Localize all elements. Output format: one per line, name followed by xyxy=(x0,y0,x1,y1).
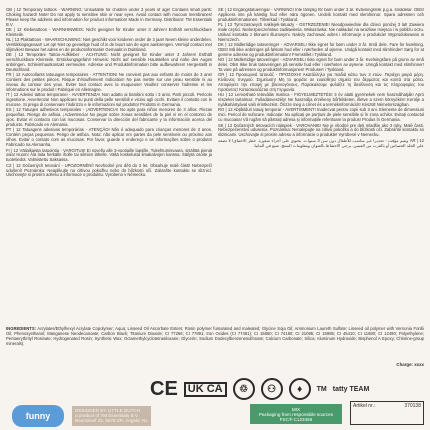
fsc-label xyxy=(250,404,342,424)
warning-gb: GB | 12 Temporary tattoos - WARNING: Unsuitable for children under 3 years of age! Contains small parts: Choking hazard! Note! Do not apply to sensitive skin or near eyes. Avoid contact with mucous membranes! Please keep the address and information for product information! Made in Germany. Distributor: TM Essentials B.V. xyxy=(6,8,212,27)
funny-brand-logo: funny xyxy=(12,405,64,427)
fsc-bottom: FSC® C123456 xyxy=(279,416,313,422)
designer-line-1: DESIGNED BY LITTLE DUTCH xyxy=(75,408,141,413)
tatty-team-logo: tatty TEAM xyxy=(332,385,370,393)
ingredients-text: Acrylates/Ethylhexyl Acrylate Copolymer; Aqua; Linseed Oil Ascorbate Esters; Rosin polymer fumarated and maleated; Glycine Soja Oil; Ammonium Laureth Sulfate; Linseed oil polymer with Vernonia Fordii Oil; Phenoxyethanol; Manganese Neodecanoate; Carbon Black; Titanium Dioxide; CI 77266; CI 77891; Iron Oxides (CI 77491); CI 15850; CI 74160; CI 21095; CI 15985; CI 45410; CI 11680; CI 12490; Polyethylene; Pentaerythrityl Rosinate; Hydrogenated Rosin; Synthetic Wax; Octamethylcyclotetrasiloxane; Glycerin; Sodium Dodecylbenzenesulfonate; Calcium Carbonate; Silica; Aluminum Hydroxide; Bisphenol A Epoxy; Chlorine-group minerals). xyxy=(6,326,424,346)
ce-mark-icon: CE xyxy=(150,377,178,400)
designer-info xyxy=(72,406,151,426)
certification-logos xyxy=(150,378,420,400)
warning-no: NO | 12 Midlertidige tatoveringer - ADVARSEL! Ikke egnet for barn under 3 år. Kvelningsfare på grunn av små deler. Obs! Ikke bruk tatoveringen på sensitiv hud eller i nærheten av øynene. Unngå kontakt med slimhinner! Ta vare på adressen og produktinformasjonen! Produsert i Tyskland. xyxy=(218,57,424,73)
ingredients-block xyxy=(6,327,424,347)
warning-fr: FR | 12 Autocollants tatouages temporaires - ATTENTION! Ne convient pas aux enfants de moins de 3 ans! Contient des petites pièces. Risque d'étouffement! Indication! Ne pas mettre sur une peau sensible ni au niveau du contour des yeux. Éviter tout contact avec la muqueuse! Veuillez conserver l'adresse et les informations sur le produit ! Fabriqué en Allemagne. xyxy=(6,72,212,93)
recycling-icon: ♲ xyxy=(233,378,255,400)
warning-pl: PL | 12 Tymczasowych naklejek-tatuaży - OSTRZEŻENIE! Nieodpowiednie dla dzieci poniżej 3 lat! Zawiera małe części. Niebezpieczeństwo zadławienia. Wskazówka: Nie nakładać na wrażliwe miejsca i w pobliżu oczu. Unikać kontaktu z błonami śluzowymi. Należy zachować adres i informacje o produkcie! Wyprodukowano w Niemczech. xyxy=(218,22,424,42)
fsc-middle: Packaging from responsible sources xyxy=(258,411,334,417)
warning-fi: FI | 12 Väliaikaista tatuointia - VAROITUS! Ei sovellu alle 3-vuotiaille lapsille. Tukehtumisvaara, sisältää pieniä osia! Huom! Älä laita herkälle iholle tai silmien lähelle. Vältä koskelusta limakalvojen kanssa. Säilytä osoite ja tuotetiedot. Valmistettu Saksassa. xyxy=(6,147,212,163)
ukca-mark-icon: UK CA xyxy=(184,382,227,397)
designer-line-3: Beurtdreef 25, 6678 ZR, Angeld, NL xyxy=(75,418,149,424)
warning-de: DE | 12 Temporäre Tattoo-Aufkleber - ACHTUNG: Nicht geeignet für Kinder unter 3 Jahren! Enthält verschluckbare Kleinteile. Erstickungsgefahr! Hinweis: Nicht auf sensible Hautstellen und nahe des Auges anbringen. Schleimhautkontakt vermeiden. Adresse und Produktinformation bitte aufbewahren! Hergestellt in Deutschland. xyxy=(6,52,212,73)
age-warning-icon: ⚇ xyxy=(261,378,283,400)
warning-it: IT | 12 Adesivi tattoo temporanei - AVVERTENZA! Non adatto ai bambini sotto i 3 anni. Parti piccoli. Pericolo ingestione. Avvertenza! Non applicare su punti della pelle sensibili e vicino agli occhi. Evitare il contatto con le mucose. Si prega di conservare l'indirizzo e le informazioni sul prodotto! Prodotto in Germania. xyxy=(6,92,212,108)
warning-sk: SK | 12 Dočasných tetovacích nálepiek - VAROVANIE! Nie je vhodné pre deti mladšie ako 3 roky. Malé časti. Nebezpečenstvo udusenia. Poznámka: Nenalepujte na citlivú pokožku a do blízkosti očí. Zabráňte kontaktu so sliznicami. Uschovajte si prosím adresu a informácie o produkte! Vyrobené v Nemecku. xyxy=(218,122,424,138)
warnings-right-column xyxy=(218,8,424,326)
trademark-icon: TM xyxy=(316,385,327,393)
warning-gr: GR | 12 Προσωρινά τατουάζ - ΠΡΟΣΟΧΗ! Ακατάλληλο για παιδιά κάτω των 3 ετών. Περιέχει μικρά μέρη. Κίνδυνος πνιγμού. Σημείωση! Μη το φοράτε σε ευαίσθητα σημεία του δέρματος και κοντά στα μάτια. Αποφύγετε την επαφή με βλεννογόνους. Παρακαλούμε φυλάξτε τη διεύθυνση και τις πληροφορίες του προϊόντος! Κατασκευάζεται στη Γερμανία. xyxy=(218,72,424,93)
warning-nl: NL | 12 Plaktattoos - WAARSCHUWING: Niet geschikt voor kinderen onder de 3 jaar! Neem kleine onderdelen. Verstikkingsgevaar! Let op! Niet op gevoelige huid of in de buurt van de ogen aanbrengen. Vermijd contact met slijmvlies! Bewaar het adres en de productinformatie! Gemaakt in Duitsland. xyxy=(6,37,212,53)
warnings-left-column xyxy=(6,8,212,326)
warning-ar: AR | 12 وشم مؤقت - تحذير! غير مناسب للأطفال دون سن 3 سنوات. يحتوي على أجزاء صغيرة. خطر الاختناق! لا تضعه على الجلد الحساس أو بالقرب من العينين. يرجى الاحتفاظ بالعنوان ومعلومات المنتج. صنع في ألمانيا. xyxy=(218,137,424,148)
warning-es: ES | 12 Tatuajes adhesivos temporales - ¡ADVERTENCIA! No apto para niños menores de 3 años. Piezas pequeñas. Riesgo de asfixia. ¡Advertencia! No pegar sobre zonas sensibles de la piel ni en el contorno de ojos. Evitar el contacto con las mucosas. Conservar la dirección del fabricante y la información acerca del producto. Fabricado en Alemania. xyxy=(6,107,212,128)
warning-se: SE | 12 Engångstatueringar - VARNING! Inte lämplig för barn under 3 år. Kvävningsrisk p.g.a. smådelar. OBS! Applicera inte på känslig hud eller nära ögonen. Undvik kontakt med slemhinnor. Spara adressen och produktinformationen. Tillverkad i Tyskland. xyxy=(218,8,424,22)
fsc-top: MIX xyxy=(291,406,301,412)
article-number-box xyxy=(350,401,424,425)
warning-cz: CZ | 12 Dočasných tetování - UPOZORNĚNÍ! Nevhodné pro děti do 3 let. Obsahuje malé části! Nebezpečí udušení! Poznámka: Neaplikujte na citlivou pokožku nebo do blízkosti očí. Zabraňte kontaktu se sliznicí. Uschovejte si prosím adresu a informace o produktu. Vyrobeno v Německu. xyxy=(6,162,212,178)
warning-pt: PT | 12 Tatuagens adesivas temporárias - ATENÇÃO! Não é adequado para crianças menores de 3 anos. Contém peças pequenas. Perigo de asfixia. Nota: não aplicar em partes da pele sensíveis ou próximo aos olhos. Evitar o contato com as mucosas. Por favor, guarde o endereço e as informações sobre o produto! Fabricado na Alemanha. xyxy=(6,127,212,148)
warning-dk: DK | 12 Midlertidige tatoveringer - ADVARSEL! Ikke egnet for børn under 3 år. Små dele. Fare for kvælning. OBS! Må ikke anbringes på følsom hud eller i nærheden af øjnene. Undgå kontakt med slimhinder! Sørg for at gemme adresse og produktinformation! Fremstillet i Tyskland. xyxy=(218,42,424,57)
designer-line-2: a product of TM Essentials B.V. xyxy=(75,413,139,419)
charge-number: Charge: xxxx xyxy=(396,362,424,367)
triman-icon: ♦ xyxy=(289,378,311,400)
ingredients-label: INGREDIENTS: xyxy=(6,326,37,331)
article-label: Artikel nr.: xyxy=(353,403,376,409)
warning-hu: HU | 12 Lemosható tetoválás matrica - FIGYELMEZTETÉS! 3 év alatti gyermekek nem használhatják! Apró részeket tartalmaz. Fulladásveszély! Ne használja érzékeny bőrfelületen, illetve a szem környékén! Kerülje a nyálkahártyával való érintkezést. Őrizze meg a címet és a termékinformációt! Készült Németországban. xyxy=(218,92,424,108)
warning-columns xyxy=(6,8,424,326)
top-strip xyxy=(0,0,430,8)
article-number: 370138 xyxy=(404,403,421,409)
warning-de-short: DE | 12 Klebetattoos - WARNHINWEIS: Nicht geeignet für Kinder unter 3 Jahren! Enthält verschluckbare Kleinteile. xyxy=(6,27,212,37)
warning-ro: RO | 12 Abțibilduri tatuaj temporar - AVERTISMENT! Inadecvat pentru copii sub 3 ani. Elemente de dimensiuni mici. Pericol de sufocare. Indicație: Nu aplicați pe porțiuni de piele sensibile și în zona ochilor. Evitați contactul cu mucoasa! Vă rugăm să păstrați adresa și informațiile referitoare la produs! Produs în Germania. xyxy=(218,107,424,123)
